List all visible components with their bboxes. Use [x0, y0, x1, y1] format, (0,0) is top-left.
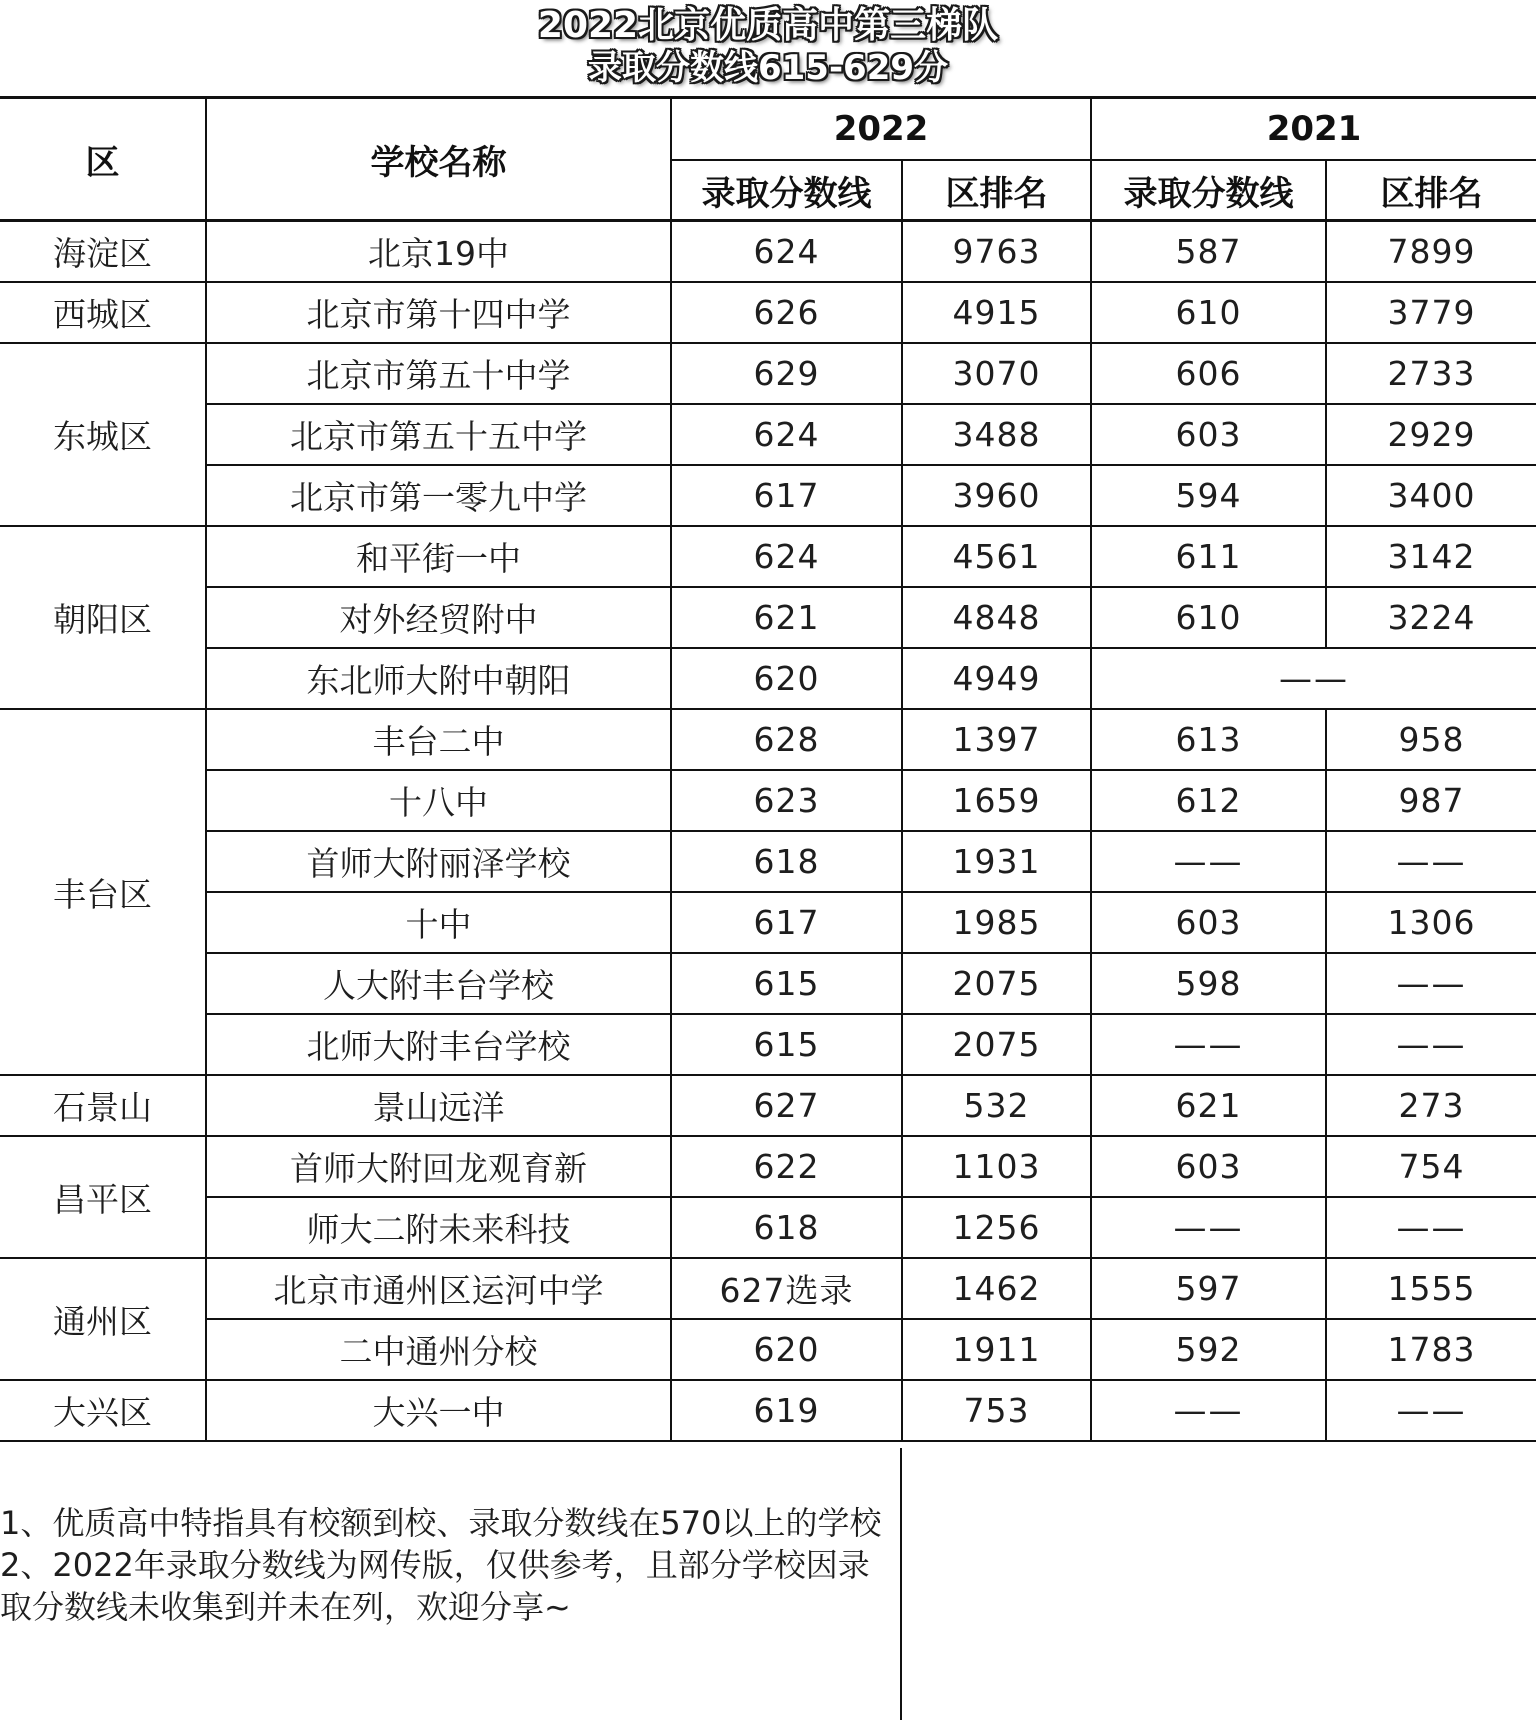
score-2021-cell: 610: [1091, 282, 1326, 343]
rank-2021-cell: 7899: [1326, 221, 1536, 283]
score-2022-cell: 623: [671, 770, 902, 831]
score-2022-cell: 618: [671, 1197, 902, 1258]
school-name-cell: 首师大附回龙观育新: [206, 1136, 671, 1197]
footnote-2: 2、2022年录取分数线为网传版，仅供参考，且部分学校因录取分数线未收集到并未在列，欢迎分享~: [0, 1546, 870, 1626]
district-cell: 昌平区: [0, 1136, 206, 1258]
table-row: [0, 1075, 1536, 1136]
district-cell: 石景山: [0, 1075, 206, 1136]
score-2022-cell: 617: [671, 892, 902, 953]
score-2021-cell: 613: [1091, 709, 1326, 770]
rank-2021-cell: ——: [1326, 1197, 1536, 1258]
header-year-2021: 2021: [1091, 98, 1536, 161]
title-line-2: 录取分数线615-629分: [587, 48, 949, 88]
school-name-cell: 对外经贸附中: [206, 587, 671, 648]
table-row: [0, 526, 1536, 587]
district-cell: 海淀区: [0, 221, 206, 283]
footnotes: [0, 1502, 900, 1628]
rank-2021-cell: 1783: [1326, 1319, 1536, 1380]
score-2022-cell: 619: [671, 1380, 902, 1441]
rank-2022-cell: 1911: [902, 1319, 1091, 1380]
rank-2022-cell: 4848: [902, 587, 1091, 648]
score-2022-cell: 620: [671, 1319, 902, 1380]
school-name-cell: 和平街一中: [206, 526, 671, 587]
score-2021-cell: 594: [1091, 465, 1326, 526]
rank-2022-cell: 1103: [902, 1136, 1091, 1197]
rank-2022-cell: 3488: [902, 404, 1091, 465]
header-rank-2021: 区排名: [1326, 160, 1536, 221]
rank-2021-cell: ——: [1326, 1380, 1536, 1441]
header-year-2022: 2022: [671, 98, 1091, 161]
score-2022-cell: 628: [671, 709, 902, 770]
rank-2022-cell: 4915: [902, 282, 1091, 343]
header-score-2021: 录取分数线: [1091, 160, 1326, 221]
header-rank-2022: 区排名: [902, 160, 1091, 221]
rank-2021-cell: 2929: [1326, 404, 1536, 465]
school-name-cell: 北师大附丰台学校: [206, 1014, 671, 1075]
table-row: [0, 1380, 1536, 1441]
rank-2021-cell: ——: [1326, 831, 1536, 892]
school-name-cell: 北京19中: [206, 221, 671, 283]
district-cell: 通州区: [0, 1258, 206, 1380]
rank-2022-cell: 9763: [902, 221, 1091, 283]
page-title: [0, 0, 1536, 96]
table-row: [0, 404, 1536, 465]
rank-2022-cell: 1659: [902, 770, 1091, 831]
header-score-2022: 录取分数线: [671, 160, 902, 221]
score-2022-cell: 620: [671, 648, 902, 709]
table-row: [0, 1014, 1536, 1075]
header-school-name: 学校名称: [206, 98, 671, 221]
score-2022-cell: 618: [671, 831, 902, 892]
title-line-1: 2022北京优质高中第三梯队: [537, 5, 999, 46]
score-2021-cell: 603: [1091, 1136, 1326, 1197]
score-2021-cell: 606: [1091, 343, 1326, 404]
school-name-cell: 北京市第五十五中学: [206, 404, 671, 465]
school-name-cell: 北京市第一零九中学: [206, 465, 671, 526]
school-name-cell: 十中: [206, 892, 671, 953]
table-row: [0, 770, 1536, 831]
score-2022-cell: 615: [671, 1014, 902, 1075]
score-2021-cell: 597: [1091, 1258, 1326, 1319]
rank-2021-cell: 754: [1326, 1136, 1536, 1197]
rank-2021-cell: 958: [1326, 709, 1536, 770]
merged-2021-cell: ——: [1091, 648, 1536, 709]
score-2021-cell: ——: [1091, 1380, 1326, 1441]
district-cell: 东城区: [0, 343, 206, 526]
district-cell: 大兴区: [0, 1380, 206, 1441]
score-2022-cell: 627选录: [671, 1258, 902, 1319]
score-2021-cell: 587: [1091, 221, 1326, 283]
score-2021-cell: 610: [1091, 587, 1326, 648]
rank-2021-cell: 3779: [1326, 282, 1536, 343]
table-row: [0, 587, 1536, 648]
score-2022-cell: 627: [671, 1075, 902, 1136]
header-district: 区: [0, 98, 206, 221]
table-row: [0, 343, 1536, 404]
table-row: [0, 1136, 1536, 1197]
school-name-cell: 二中通州分校: [206, 1319, 671, 1380]
table-row: [0, 831, 1536, 892]
school-name-cell: 师大二附未来科技: [206, 1197, 671, 1258]
rank-2021-cell: 987: [1326, 770, 1536, 831]
rank-2022-cell: 2075: [902, 1014, 1091, 1075]
district-cell: 朝阳区: [0, 526, 206, 709]
rank-2021-cell: 3224: [1326, 587, 1536, 648]
score-2021-cell: 592: [1091, 1319, 1326, 1380]
score-2022-cell: 615: [671, 953, 902, 1014]
school-name-cell: 景山远洋: [206, 1075, 671, 1136]
admission-score-table: [0, 96, 1536, 1442]
table-body: [0, 221, 1536, 1442]
table-row: [0, 1197, 1536, 1258]
rank-2021-cell: 1306: [1326, 892, 1536, 953]
table-row: [0, 465, 1536, 526]
rank-2022-cell: 1462: [902, 1258, 1091, 1319]
table-row: [0, 1258, 1536, 1319]
rank-2022-cell: 1931: [902, 831, 1091, 892]
rank-2021-cell: 2733: [1326, 343, 1536, 404]
score-2021-cell: 612: [1091, 770, 1326, 831]
rank-2021-cell: 3142: [1326, 526, 1536, 587]
score-2021-cell: ——: [1091, 831, 1326, 892]
score-2021-cell: 621: [1091, 1075, 1326, 1136]
score-2022-cell: 626: [671, 282, 902, 343]
rank-2021-cell: 273: [1326, 1075, 1536, 1136]
table-row: [0, 648, 1536, 709]
school-name-cell: 东北师大附中朝阳: [206, 648, 671, 709]
score-2021-cell: 611: [1091, 526, 1326, 587]
table-row: [0, 221, 1536, 283]
table-row: [0, 1319, 1536, 1380]
school-name-cell: 丰台二中: [206, 709, 671, 770]
rank-2022-cell: 1985: [902, 892, 1091, 953]
rank-2022-cell: 753: [902, 1380, 1091, 1441]
school-name-cell: 人大附丰台学校: [206, 953, 671, 1014]
table-row: [0, 709, 1536, 770]
district-cell: 丰台区: [0, 709, 206, 1075]
score-2022-cell: 629: [671, 343, 902, 404]
score-2022-cell: 624: [671, 526, 902, 587]
rank-2021-cell: ——: [1326, 953, 1536, 1014]
rank-2022-cell: 2075: [902, 953, 1091, 1014]
table-row: [0, 282, 1536, 343]
score-2022-cell: 621: [671, 587, 902, 648]
rank-2022-cell: 532: [902, 1075, 1091, 1136]
school-name-cell: 北京市第五十中学: [206, 343, 671, 404]
rank-2021-cell: 1555: [1326, 1258, 1536, 1319]
school-name-cell: 十八中: [206, 770, 671, 831]
score-2021-cell: 603: [1091, 404, 1326, 465]
rank-2022-cell: 1397: [902, 709, 1091, 770]
rank-2022-cell: 1256: [902, 1197, 1091, 1258]
score-2022-cell: 622: [671, 1136, 902, 1197]
rank-2022-cell: 4949: [902, 648, 1091, 709]
footnote-1: 1、优质高中特指具有校额到校、录取分数线在570以上的学校: [0, 1504, 882, 1542]
school-name-cell: 大兴一中: [206, 1380, 671, 1441]
score-2022-cell: 624: [671, 404, 902, 465]
score-2021-cell: ——: [1091, 1197, 1326, 1258]
score-2021-cell: ——: [1091, 1014, 1326, 1075]
rank-2022-cell: 3070: [902, 343, 1091, 404]
district-cell: 西城区: [0, 282, 206, 343]
rank-2021-cell: 3400: [1326, 465, 1536, 526]
rank-2022-cell: 3960: [902, 465, 1091, 526]
school-name-cell: 首师大附丽泽学校: [206, 831, 671, 892]
score-2021-cell: 598: [1091, 953, 1326, 1014]
footer-divider: [900, 1448, 902, 1720]
table-row: [0, 953, 1536, 1014]
score-2022-cell: 617: [671, 465, 902, 526]
school-name-cell: 北京市第十四中学: [206, 282, 671, 343]
rank-2021-cell: ——: [1326, 1014, 1536, 1075]
table-row: [0, 892, 1536, 953]
rank-2022-cell: 4561: [902, 526, 1091, 587]
school-name-cell: 北京市通州区运河中学: [206, 1258, 671, 1319]
score-2022-cell: 624: [671, 221, 902, 283]
score-2021-cell: 603: [1091, 892, 1326, 953]
